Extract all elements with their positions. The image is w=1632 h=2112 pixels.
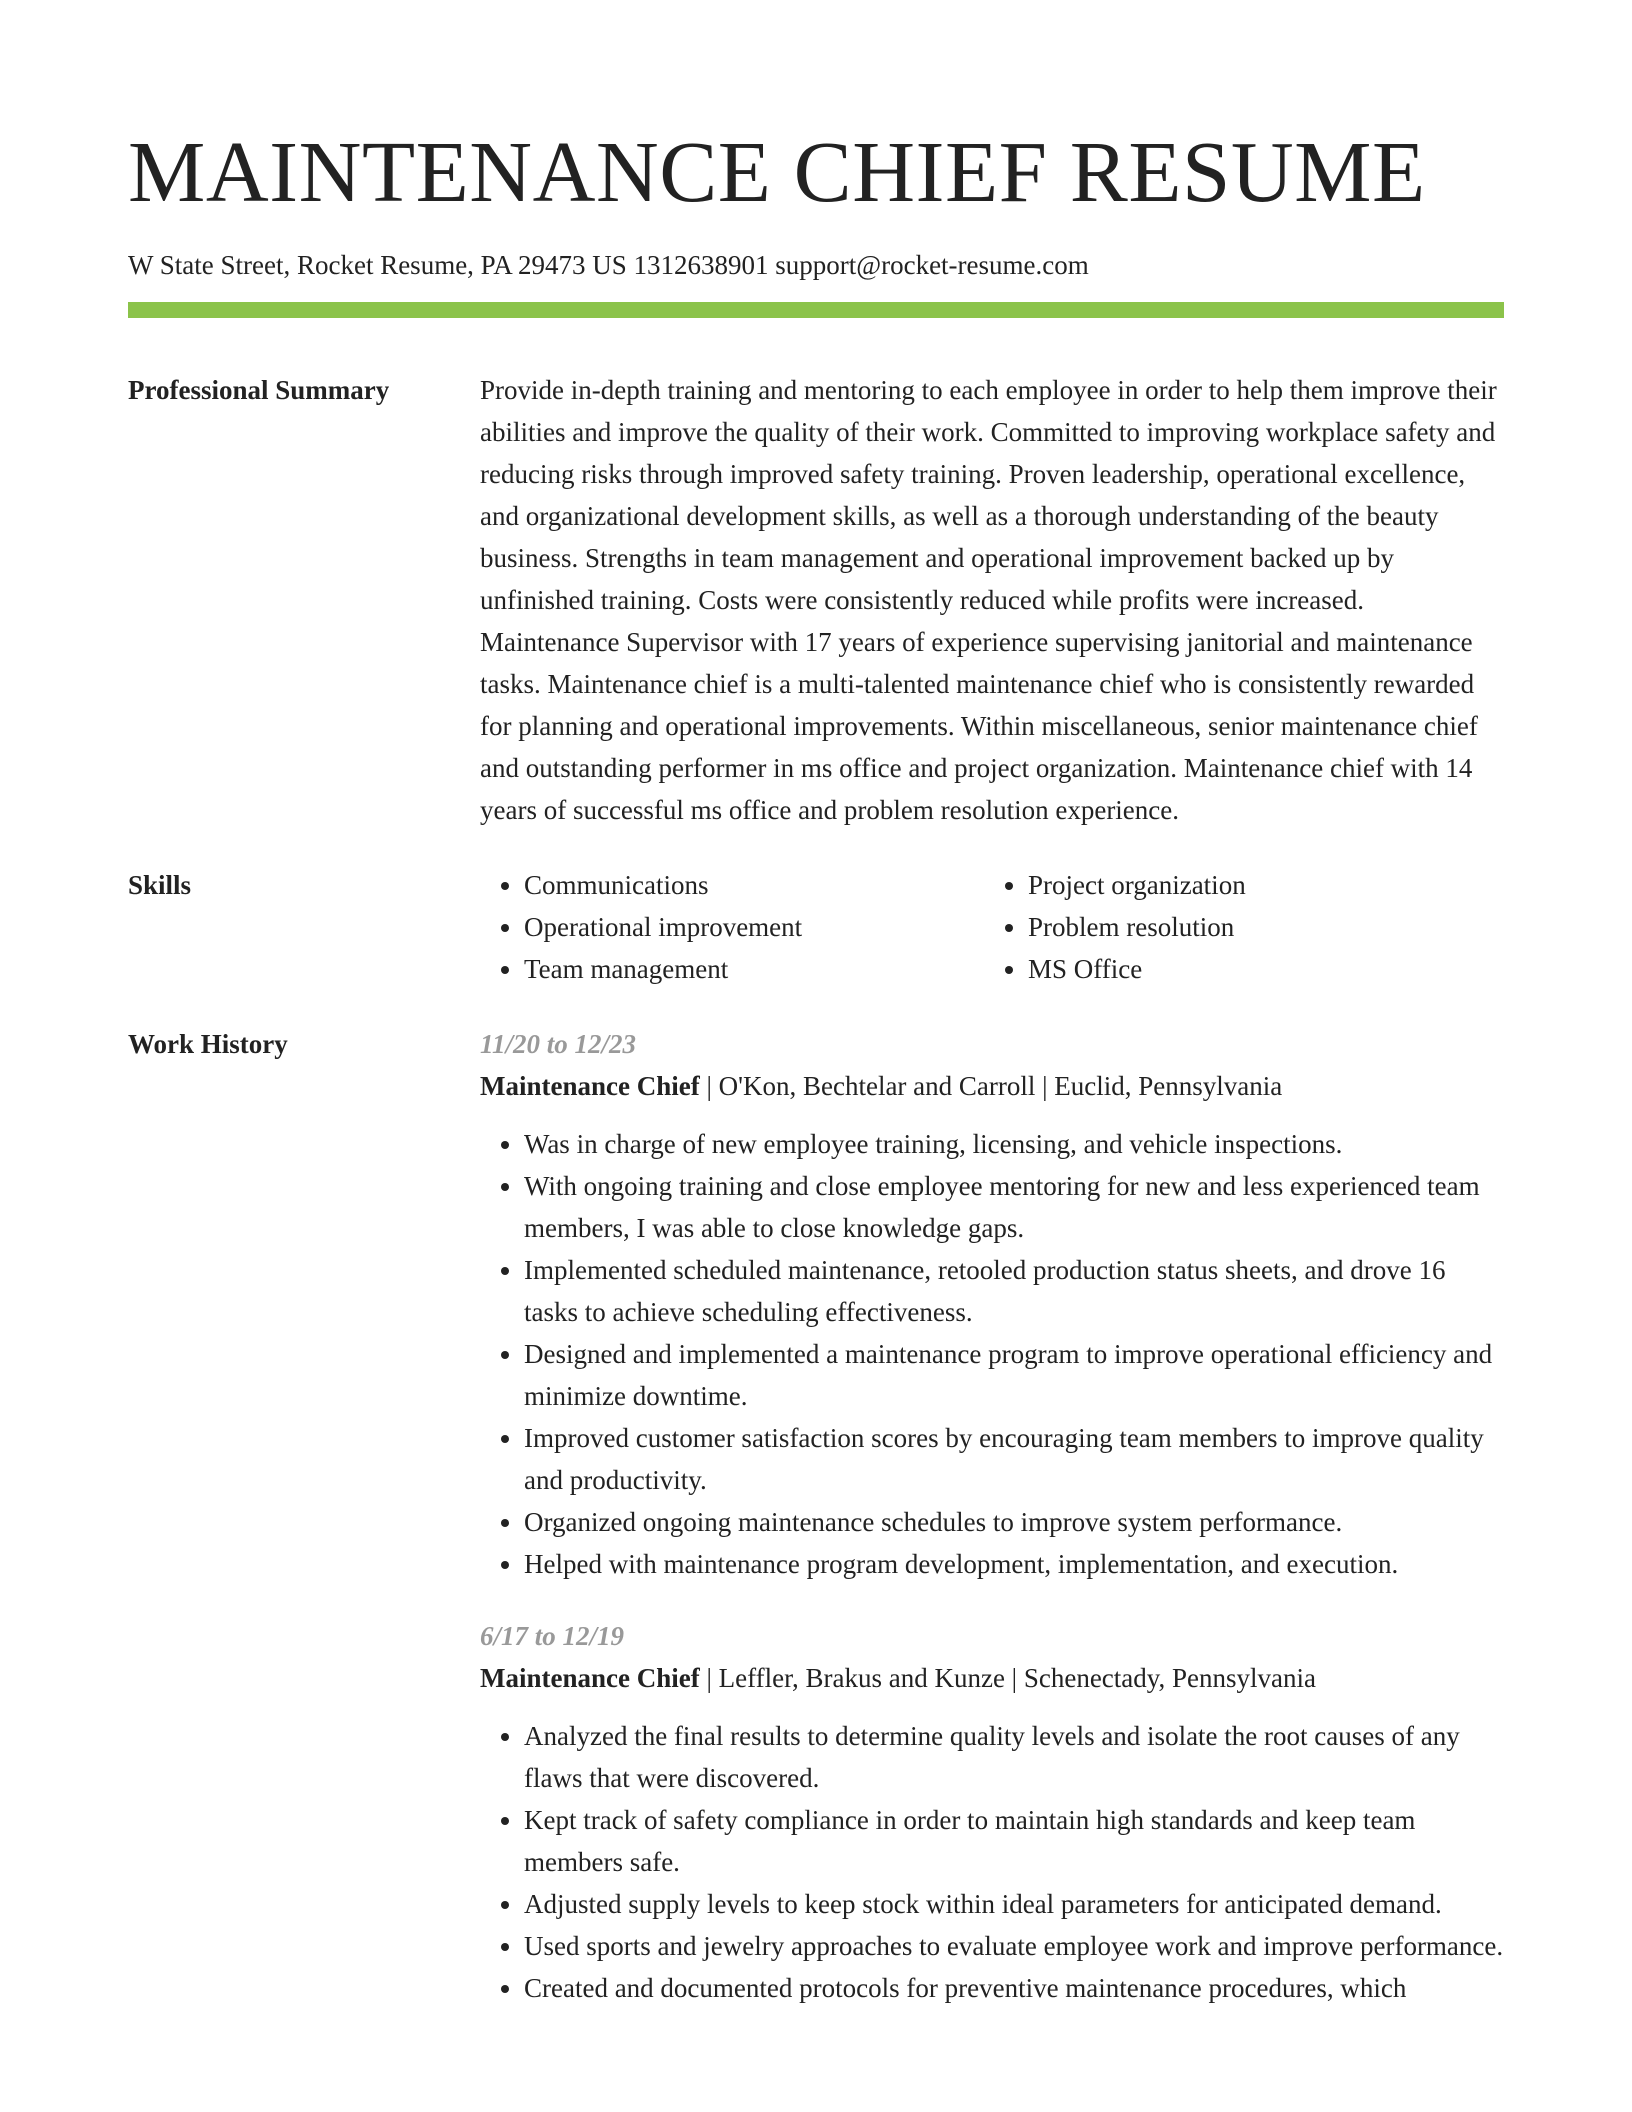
skills-body	[480, 864, 1504, 990]
skill-item: • MS Office	[1028, 948, 1488, 990]
job-bullet: • Adjusted supply levels to keep stock within ideal parameters for anticipated demand.	[524, 1883, 1504, 1925]
job-bullet: • With ongoing training and close employee mentoring for new and less experienced team members, I was able to close knowledge gaps.	[524, 1165, 1504, 1249]
section-label-skills: Skills	[128, 870, 192, 900]
job-dates: 11/20 to 12/23	[480, 1029, 637, 1059]
skills-list-right	[984, 864, 1488, 990]
skill-item: • Project organization	[1028, 864, 1488, 906]
skills-section	[128, 864, 1504, 990]
job-title: Maintenance Chief	[480, 1071, 700, 1101]
skill-item: • Operational improvement	[524, 906, 984, 948]
summary-text: Provide in-depth training and mentoring to each employee in order to help them improve their abilities and improve the quality of their work. Committed to improving workplace safety and reducing risks through improved safety training. Proven leadership, operational excellence, and organizational development skills, as well as a thorough understanding of the beauty business. Strengths in team management and operational improvement backed up by unfinished training. Costs were consistently reduced while profits were increased. Maintenance Supervisor with 17 years of experience supervising janitorial and maintenance tasks. Maintenance chief is a multi-talented maintenance chief who is consistently rewarded for planning and operational improvements. Within miscellaneous, senior maintenance chief and outstanding performer in ms office and project organization. Maintenance chief with 14 years of successful ms office and problem resolution experience.	[480, 375, 1497, 825]
job-entry	[480, 1023, 1504, 1585]
contact-info: W State Street, Rocket Resume, PA 29473 US 1312638901 support@rocket-resume.com	[128, 250, 1089, 280]
job-bullet: • Used sports and jewelry approaches to evaluate employee work and improve performance.	[524, 1925, 1504, 1967]
job-employer-location: | Leffler, Brakus and Kunze | Schenectady, Pennsylvania	[699, 1663, 1316, 1693]
job-bullet: • Organized ongoing maintenance schedules to improve system performance.	[524, 1501, 1504, 1543]
job-employer-location: | O'Kon, Bechtelar and Carroll | Euclid, Pennsylvania	[699, 1071, 1283, 1101]
job-bullet: • Implemented scheduled maintenance, retooled production status sheets, and drove 16 tasks to achieve scheduling effectiveness.	[524, 1249, 1504, 1333]
job-bullet: • Designed and implemented a maintenance program to improve operational efficiency and minimize downtime.	[524, 1333, 1504, 1417]
job-bullet: • Created and documented protocols for preventive maintenance procedures, which	[524, 1967, 1504, 2009]
job-bullet: • Helped with maintenance program development, implementation, and execution.	[524, 1543, 1504, 1585]
work-history-body	[480, 1023, 1504, 2039]
header-divider	[128, 302, 1504, 318]
job-bullet: • Was in charge of new employee training, licensing, and vehicle inspections.	[524, 1123, 1504, 1165]
job-heading	[480, 1657, 1504, 1699]
job-responsibilities	[480, 1715, 1504, 2009]
section-label-summary: Professional Summary	[128, 375, 390, 405]
skills-list-left	[480, 864, 984, 990]
page-title: MAINTENANCE CHIEF RESUME	[128, 123, 1426, 220]
job-title: Maintenance Chief	[480, 1663, 700, 1693]
skill-item: • Team management	[524, 948, 984, 990]
job-bullet: • Analyzed the final results to determine quality levels and isolate the root causes of any flaws that were discovered.	[524, 1715, 1504, 1799]
resume-page	[128, 0, 1504, 2039]
section-label-work-history: Work History	[128, 1029, 288, 1059]
skill-item: • Problem resolution	[1028, 906, 1488, 948]
skill-item: • Communications	[524, 864, 984, 906]
job-dates: 6/17 to 12/19	[480, 1621, 625, 1651]
job-bullet: • Improved customer satisfaction scores by encouraging team members to improve quality and productivity.	[524, 1417, 1504, 1501]
professional-summary-section	[128, 369, 1504, 831]
job-bullet: • Kept track of safety compliance in order to maintain high standards and keep team members safe.	[524, 1799, 1504, 1883]
summary-body	[480, 369, 1504, 831]
job-entry	[480, 1615, 1504, 2009]
job-heading	[480, 1065, 1504, 1107]
work-history-section	[128, 1023, 1504, 2039]
job-responsibilities	[480, 1123, 1504, 1585]
